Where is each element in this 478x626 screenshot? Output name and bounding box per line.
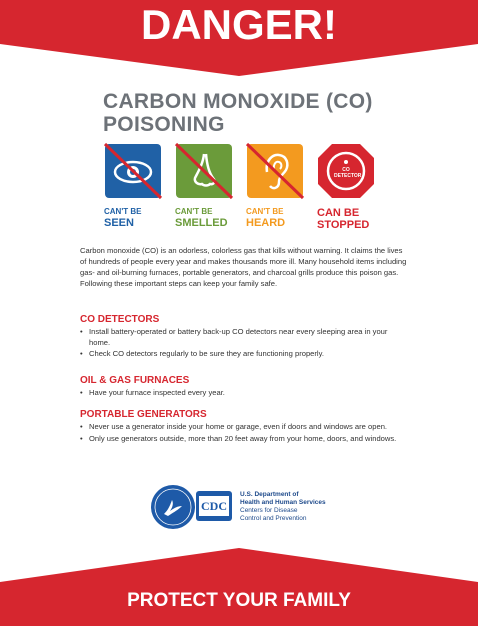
co-detectors-list [80,327,410,361]
caption-smelled [175,207,255,229]
generators-list [80,422,410,445]
list-item: • Install battery-operated or battery back-up CO detectors near every sleeping area in your home. [80,327,410,348]
ear-icon [245,142,305,200]
co-detector-label: CO DETECTOR [334,167,362,179]
caption-seen [104,207,184,229]
cdc-logo [196,491,232,521]
caption-seen-line1: CAN'T BE [104,207,142,216]
bottom-banner [0,546,478,626]
caption-smelled-line2: SMELLED [175,217,228,229]
list-item: • Only use generators outside, more than 20 feet away from your home, doors, and windows. [80,434,410,445]
agency-line-1: Centers for Disease [240,507,298,514]
list-item: • Never use a generator inside your home or garage, even if doors and windows are open. [80,422,410,433]
page-title: CARBON MONOXIDE (CO) POISONING [103,90,373,136]
caption-stopped [317,207,397,231]
caption-stopped-line2: STOPPED [317,219,370,231]
section-heading-generators: PORTABLE GENERATORS [80,409,207,420]
nose-icon [174,142,234,200]
protect-tagline: PROTECT YOUR FAMILY [127,590,351,611]
co-detector-icon [316,142,376,200]
cdc-logo-text: CDC [201,499,227,513]
section-heading-furnaces: OIL & GAS FURNACES [80,375,190,386]
caption-heard-line1: CAN'T BE [246,207,284,216]
caption-seen-line2: SEEN [104,217,134,229]
caption-smelled-line1: CAN'T BE [175,207,213,216]
list-item: • Have your furnace inspected every year. [80,388,410,399]
org-name [240,491,380,523]
section-heading-co-detectors: CO DETECTORS [80,314,160,325]
list-item: • Check CO detectors regularly to be sure they are functioning properly. [80,349,410,360]
caption-heard [246,207,326,229]
dept-line-1: U.S. Department of [240,491,299,498]
hhs-seal-icon [150,484,196,530]
danger-heading: DANGER! [141,1,337,48]
caption-heard-line2: HEARD [246,217,286,229]
eye-icon [103,142,163,200]
dept-line-2: Health and Human Services [240,499,326,506]
furnaces-list [80,388,410,400]
intro-paragraph: Carbon monoxide (CO) is an odorless, colorless gas that kills without warning. It claims the lives of hundreds of people every year and makes thousands more ill. Many household items including gas- and oil-burning furnaces, portable generators, and charcoal grills produce this poison gas. Following these important steps can keep your family safe. [80,246,407,288]
agency-line-2: Control and Prevention [240,515,307,522]
caption-stopped-line1: CAN BE [317,207,360,219]
